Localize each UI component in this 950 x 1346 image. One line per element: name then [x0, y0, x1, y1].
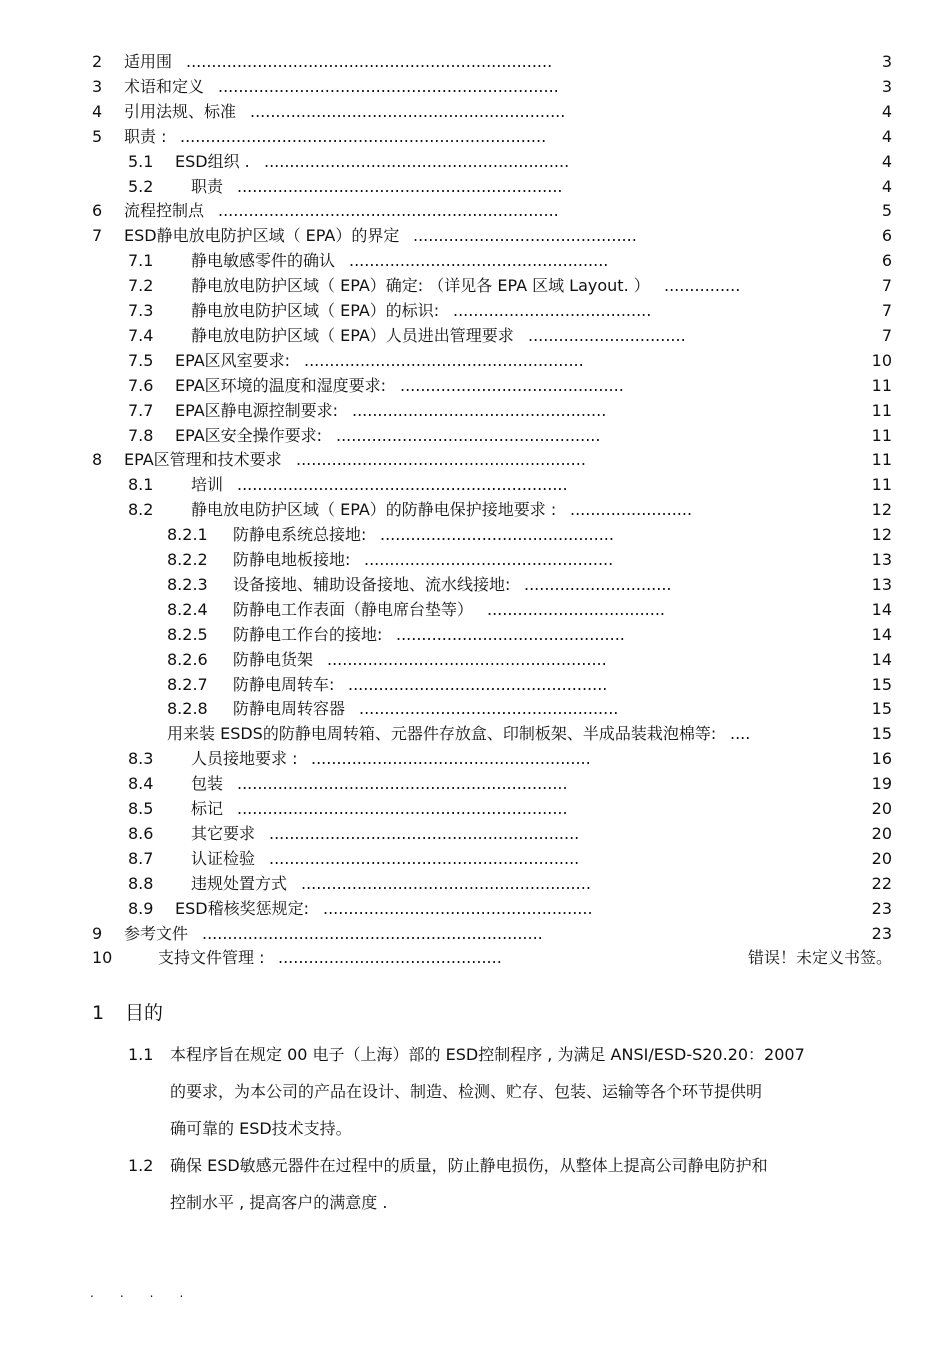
toc-page-number: 15 — [871, 674, 892, 694]
toc-number: 8.4 — [128, 774, 154, 794]
toc-title: 违规处置方式 — [191, 873, 288, 893]
toc-title: 防静电系统总接地: — [233, 525, 367, 545]
toc-number: 8.2.5 — [167, 624, 208, 644]
toc-leader-dots: ................................................... — [349, 251, 608, 271]
toc-entry[interactable] — [0, 648, 950, 672]
toc-leader-dots: ........................ — [570, 500, 692, 520]
toc-number: 8.6 — [128, 823, 154, 843]
toc-entry[interactable] — [0, 399, 950, 423]
toc-number: 5.2 — [128, 176, 154, 196]
toc-number: 5 — [92, 126, 103, 146]
toc-number: 7.3 — [128, 301, 154, 320]
toc-entry[interactable] — [0, 299, 950, 323]
toc-title: EPA区安全操作要求: — [175, 425, 323, 445]
toc-entry[interactable] — [0, 324, 950, 348]
toc-page-number: 20 — [871, 799, 892, 818]
toc-page-number: 23 — [871, 923, 892, 943]
toc-title: 术语和定义 — [124, 76, 205, 96]
toc-number: 8.2.1 — [167, 525, 208, 545]
toc-entry[interactable] — [0, 897, 950, 921]
toc-page-number: 3 — [881, 76, 892, 96]
paragraph-number: 1.2 — [128, 1156, 154, 1175]
toc-number: 7.8 — [128, 425, 154, 445]
toc-entry[interactable] — [0, 175, 950, 199]
toc-page-number: 20 — [871, 823, 892, 843]
toc-title: 流程控制点 — [124, 201, 205, 221]
toc-title: ESD静电放电防护区域（ EPA）的界定 — [124, 226, 400, 246]
toc-entry[interactable] — [0, 100, 950, 124]
toc-number: 8.2.8 — [167, 699, 208, 719]
footer-dots: .... — [90, 1286, 210, 1300]
toc-leader-dots: ............................. — [524, 574, 672, 594]
paragraph-line: 控制水平 , 提高客户的满意度 . — [170, 1193, 388, 1212]
toc-title: EPA区环境的温度和湿度要求: — [175, 375, 387, 395]
toc-number: 8.1 — [128, 475, 154, 495]
toc-page-number: 4 — [881, 126, 892, 146]
toc-title: 包装 — [191, 774, 224, 794]
toc-number: 7 — [92, 226, 103, 246]
toc-title: 防静电货架 — [233, 649, 314, 669]
toc-number: 8.2 — [128, 500, 154, 520]
toc-page-number: 11 — [871, 425, 892, 445]
toc-entry[interactable] — [0, 722, 950, 746]
toc-leader-dots: ....................................................... — [327, 649, 607, 669]
toc-entry[interactable] — [0, 448, 950, 472]
toc-page-number: 7 — [881, 276, 892, 296]
toc-leader-dots: ..................................................... — [323, 898, 593, 918]
toc-entry[interactable] — [0, 424, 950, 448]
toc-entry[interactable] — [0, 125, 950, 149]
toc-number: 8 — [92, 450, 103, 470]
toc-title: 防静电周转车: — [233, 674, 335, 694]
toc-leader-dots: ....................................... — [453, 301, 651, 320]
toc-number: 8.8 — [128, 873, 154, 893]
toc-page-number: 6 — [881, 251, 892, 271]
toc-page-number: 20 — [871, 848, 892, 868]
toc-page-number: 14 — [871, 624, 892, 644]
toc-number: 8.2.3 — [167, 574, 208, 594]
toc-entry[interactable] — [0, 498, 950, 522]
toc-page-number: 15 — [871, 699, 892, 719]
toc-leader-dots: ............... — [664, 276, 740, 296]
toc-entry[interactable] — [0, 822, 950, 846]
toc-leader-dots: ............................................ — [278, 948, 502, 968]
toc-entry[interactable] — [0, 150, 950, 174]
toc-entry[interactable] — [0, 623, 950, 647]
toc-title: 培训 — [191, 475, 224, 495]
toc-title: 职责 — [191, 176, 224, 196]
toc-title: 支持文件管理 : — [158, 948, 265, 968]
toc-leader-dots: .............................................. — [380, 525, 614, 545]
toc-page-number: 7 — [881, 325, 892, 345]
toc-leader-dots: ............................................................. — [269, 848, 579, 868]
toc-leader-dots: ................................................................. — [237, 799, 568, 818]
toc-title: 用来装 ESDS的防静电周转箱、元器件存放盒、印制板架、半成品装栽泡棉等: — [167, 724, 717, 744]
toc-number: 8.2.4 — [167, 599, 208, 619]
toc-title: 参考文件 — [124, 923, 189, 943]
toc-leader-dots: ................................... — [487, 599, 665, 619]
toc-number: 5.1 — [128, 151, 154, 171]
toc-leader-dots: .... — [730, 724, 750, 744]
toc-title: 防静电工作台的接地: — [233, 624, 383, 644]
toc-title: 防静电地板接地: — [233, 550, 351, 569]
toc-title: 其它要求 — [191, 823, 256, 843]
paragraph-line: 确保 ESD敏感元器件在过程中的质量，防止静电损伤，从整体上提高公司静电防护和 — [170, 1156, 768, 1175]
toc-page-number: 7 — [881, 301, 892, 320]
toc-page-number: 6 — [881, 226, 892, 246]
toc-entry[interactable] — [0, 274, 950, 298]
toc-page-number: 19 — [871, 774, 892, 794]
toc-title: 静电放电防护区域（ EPA）的标识: — [191, 301, 440, 320]
toc-title: 防静电周转容器 — [233, 699, 346, 719]
toc-entry[interactable] — [0, 747, 950, 771]
toc-page-number: 16 — [871, 749, 892, 769]
paragraph-line: 确可靠的 ESD技术支持。 — [170, 1119, 352, 1138]
toc-leader-dots: ............................................................ — [264, 151, 569, 171]
toc-entry[interactable] — [0, 224, 950, 248]
toc-number: 8.2.6 — [167, 649, 208, 669]
toc-leader-dots: ............................... — [528, 325, 686, 345]
toc-title: EPA区静电源控制要求: — [175, 400, 339, 420]
toc-leader-dots: ........................................................................ — [180, 126, 546, 146]
toc-page-number: 15 — [871, 724, 892, 744]
toc-number: 8.2.7 — [167, 674, 208, 694]
toc-number: 6 — [92, 201, 103, 221]
toc-page-number: 22 — [871, 873, 892, 893]
toc-number: 2 — [92, 52, 103, 71]
toc-title: 人员接地要求 : — [191, 749, 298, 769]
toc-entry[interactable] — [0, 548, 950, 572]
toc-leader-dots: .............................................................. — [250, 101, 565, 121]
toc-leader-dots: ....................................................... — [304, 350, 584, 370]
toc-number: 7.7 — [128, 400, 154, 420]
toc-title: 静电放电防护区域（ EPA）确定: （详见各 EPA 区域 Layout. ） — [191, 276, 650, 296]
toc-title: 引用法规、标准 — [124, 101, 237, 121]
toc-entry[interactable] — [0, 697, 950, 721]
toc-number: 8.2.2 — [167, 550, 208, 569]
toc-leader-dots: ............................................ — [400, 375, 624, 395]
toc-number: 7.2 — [128, 276, 154, 296]
toc-number: 7.4 — [128, 325, 154, 345]
toc-title: 设备接地、辅助设备接地、流水线接地: — [233, 574, 511, 594]
toc-leader-dots: ................................................................ — [237, 176, 563, 196]
toc-page-number: 11 — [871, 375, 892, 395]
toc-page-number: 11 — [871, 400, 892, 420]
toc-number: 8.5 — [128, 799, 154, 818]
toc-entry[interactable] — [0, 249, 950, 273]
toc-entry[interactable] — [0, 75, 950, 99]
toc-leader-dots: ................................................... — [348, 674, 607, 694]
toc-entry[interactable] — [0, 847, 950, 871]
paragraph-line: 的要求，为本公司的产品在设计、制造、检测、贮存、包装、运输等各个环节提供明 — [170, 1082, 763, 1101]
toc-page-number: 4 — [881, 151, 892, 171]
toc-page-number: 11 — [871, 475, 892, 495]
toc-title: 适用围 — [124, 52, 173, 71]
toc-page-number: 14 — [871, 599, 892, 619]
toc-page-number: 5 — [881, 201, 892, 221]
toc-leader-dots: ................................................................. — [237, 475, 568, 495]
toc-number: 9 — [92, 923, 103, 943]
toc-page-number: 13 — [871, 574, 892, 594]
toc-number: 7.5 — [128, 350, 154, 370]
toc-leader-dots: .................................................... — [336, 425, 600, 445]
toc-title: ESD稽核奖惩规定: — [175, 898, 309, 918]
toc-title: 防静电工作表面（静电席台垫等） — [233, 599, 474, 619]
toc-title: 标记 — [191, 799, 224, 818]
toc-title: 静电放电防护区域（ EPA）人员进出管理要求 — [191, 325, 514, 345]
toc-number: 4 — [92, 101, 103, 121]
paragraph-number: 1.1 — [128, 1045, 154, 1064]
toc-entry[interactable] — [0, 946, 950, 970]
toc-page-number: 13 — [871, 550, 892, 569]
toc-entry[interactable] — [0, 349, 950, 373]
toc-entry[interactable] — [0, 797, 950, 821]
toc-title: 静电放电防护区域（ EPA）的防静电保护接地要求 : — [191, 500, 557, 520]
toc-leader-dots: ................................................................... — [218, 201, 559, 221]
toc-number: 3 — [92, 76, 103, 96]
toc-entry[interactable] — [0, 673, 950, 697]
toc-entry[interactable] — [0, 523, 950, 547]
toc-page-number: 11 — [871, 450, 892, 470]
toc-leader-dots: ............................................. — [396, 624, 625, 644]
toc-page-number: 14 — [871, 649, 892, 669]
toc-page-number: 10 — [871, 350, 892, 370]
toc-leader-dots: ......................................................... — [301, 873, 591, 893]
toc-entry[interactable] — [0, 772, 950, 796]
toc-leader-dots: ....................................................... — [311, 749, 591, 769]
toc-entry[interactable] — [0, 50, 950, 74]
toc-entry[interactable] — [0, 922, 950, 946]
toc-number: 7.6 — [128, 375, 154, 395]
toc-leader-dots: ................................................................... — [218, 76, 559, 96]
toc-leader-dots: .................................................. — [352, 400, 606, 420]
section-number: 1 — [92, 1002, 105, 1024]
toc-number: 10 — [92, 948, 113, 968]
toc-title: 职责 : — [124, 126, 167, 146]
toc-number: 7.1 — [128, 251, 154, 271]
toc-page-number: 12 — [871, 500, 892, 520]
toc-leader-dots: ................................................................. — [237, 774, 568, 794]
toc-entry[interactable] — [0, 374, 950, 398]
toc-leader-dots: ......................................................... — [296, 450, 586, 470]
section-title: 目的 — [125, 1002, 164, 1024]
toc-entry[interactable] — [0, 199, 950, 223]
toc-page-number: 4 — [881, 176, 892, 196]
toc-leader-dots: ........................................................................ — [186, 52, 552, 71]
toc-entry[interactable] — [0, 598, 950, 622]
toc-title: EPA区管理和技术要求 — [124, 450, 282, 470]
toc-title: EPA区风室要求: — [175, 350, 291, 370]
toc-page-number: 错误！未定义书签。 — [747, 948, 892, 968]
toc-leader-dots: ................................................................... — [202, 923, 543, 943]
toc-leader-dots: ............................................................. — [269, 823, 579, 843]
toc-page-number: 4 — [881, 101, 892, 121]
toc-page-number: 3 — [881, 52, 892, 71]
toc-leader-dots: ................................................. — [364, 550, 613, 569]
toc-title: ESD组织 . — [175, 151, 250, 171]
toc-title: 认证检验 — [191, 848, 256, 868]
toc-page-number: 12 — [871, 525, 892, 545]
toc-entry[interactable] — [0, 872, 950, 896]
toc-title: 静电敏感零件的确认 — [191, 251, 336, 271]
toc-page-number: 23 — [871, 898, 892, 918]
paragraph-line: 本程序旨在规定 00 电子（上海）部的 ESD控制程序 , 为满足 ANSI/ESD-S20.20：2007 — [170, 1045, 805, 1064]
toc-entry[interactable] — [0, 473, 950, 497]
toc-leader-dots: ................................................... — [359, 699, 618, 719]
toc-number: 8.3 — [128, 749, 154, 769]
toc-entry[interactable] — [0, 573, 950, 597]
toc-number: 8.7 — [128, 848, 154, 868]
toc-leader-dots: ............................................ — [413, 226, 637, 246]
toc-number: 8.9 — [128, 898, 154, 918]
